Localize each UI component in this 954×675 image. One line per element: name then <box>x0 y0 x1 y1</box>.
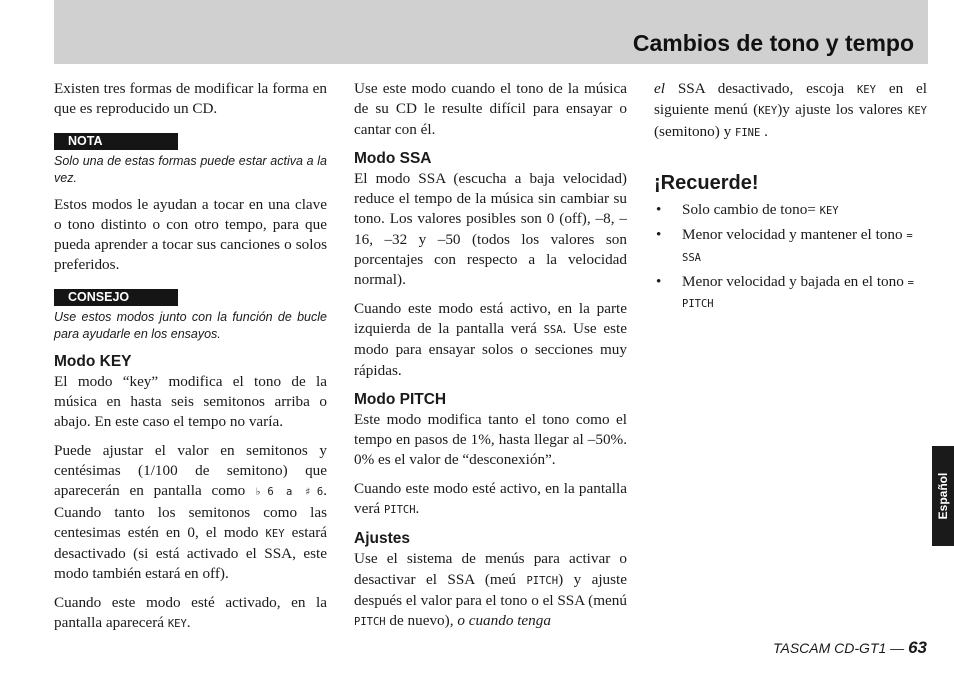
intro-paragraph: Existen tres formas de modificar la forma en que es reproducido un CD. <box>54 80 327 118</box>
col3-text-a: SSA desactivado, escoja <box>677 80 845 97</box>
pitch-p2-text-b: . <box>415 500 420 518</box>
key-paragraph-2 <box>54 441 327 585</box>
language-tab-label: Español <box>936 472 950 520</box>
key-p3-text-a: Cuando este modo esté activado, en la pantalla aparecerá <box>54 593 327 632</box>
ajustes-paragraph <box>354 549 627 632</box>
ssa-paragraph-2 <box>354 299 627 381</box>
list-item-text: Solo cambio de tono= <box>682 201 816 219</box>
col2-intro-paragraph: Use este modo cuando el tono de la música de su CD le resulte difícil para ensayar o cantar con él. <box>354 80 627 138</box>
ajustes-text-c: de nuevo), <box>389 612 454 630</box>
key-p3-text-b: . <box>186 614 191 632</box>
nota-label: NOTA <box>54 133 178 150</box>
key-p2-text-b: . Cuando tanto los semitonos como las centesimas estén en 0, el modo <box>54 482 327 541</box>
column-3 <box>654 79 927 319</box>
col3-text-e: . <box>764 122 768 140</box>
ajustes-italic: o cuando tenga <box>457 612 551 630</box>
lcd-pitch: PITCH <box>383 504 416 517</box>
page-footer <box>773 638 927 658</box>
lcd-key: KEY <box>856 84 876 96</box>
lcd-range: ♭6 a ♯6 <box>255 486 324 499</box>
column-2 <box>354 79 627 641</box>
list-item-text: Menor velocidad y bajada en el tono <box>682 273 904 291</box>
recuerde-list <box>654 200 927 314</box>
list-item-text: Menor velocidad y mantener el tono <box>682 226 903 244</box>
consejo-text: Use estos modos junto con la función de bucle para ayudarle en los ensayos. <box>54 309 327 341</box>
lcd-pitch: PITCH <box>354 616 386 629</box>
column-1 <box>54 79 327 642</box>
lcd-key: KEY <box>265 527 285 540</box>
lcd-key: KEY <box>167 618 187 631</box>
ajustes-text-a: Use el sistema de menús para activar o desactivar el SSA (meú <box>354 550 627 588</box>
list-item <box>654 225 927 268</box>
col3-text-d: (semitono) y <box>654 122 732 140</box>
page-header <box>54 0 928 64</box>
pitch-p2-text-a: Cuando este modo esté activo, en la pantalla verá <box>354 479 627 518</box>
key-heading: Modo KEY <box>54 352 132 370</box>
list-item <box>654 272 927 315</box>
key-paragraph-1: El modo “key” modifica el tono de la música en hasta seis semitonos arriba o abajo. En este caso el tempo no varía. <box>54 372 327 431</box>
pitch-paragraph-2 <box>354 479 627 521</box>
col3-text-b: en el siguiente menú ( <box>654 80 928 119</box>
page-number: 63 <box>908 638 927 657</box>
ajustes-heading: Ajustes <box>354 530 410 548</box>
recuerde-heading: ¡Recuerde! <box>654 171 759 194</box>
lcd-ssa: = SSA <box>682 230 913 264</box>
ssa-paragraph-1: El modo SSA (escucha a baja velocidad) reduce el tempo de la música sin cambiar su tono. Los valores posibles son 0 (off), –8, –16, –32 y –50 (todos los valores son porcentajes con respecto a la velocidad normal). <box>354 169 627 289</box>
list-item <box>654 200 927 221</box>
modes-paragraph: Estos modos le ayudan a tocar en una clave o tono distinto o con otro tempo, para que pueda aprender a tocar sus canciones o solos preferidos. <box>54 195 327 274</box>
nota-text: Solo una de estas formas puede estar activa a la vez. <box>54 153 327 185</box>
consejo-label: CONSEJO <box>54 289 178 306</box>
col3-text-c: )y ajuste los valores <box>777 101 903 119</box>
ajustes-text-b: ) y ajuste después el valor para el tono o el SSA (menú <box>354 570 628 609</box>
lcd-key: KEY <box>908 105 927 118</box>
pitch-heading: Modo PITCH <box>354 390 447 408</box>
footer-product: TASCAM CD-GT1 — <box>772 640 905 656</box>
lcd-ssa: SSA <box>543 323 563 336</box>
page-title: Cambios de tono y tempo <box>632 30 914 56</box>
ssa-p2-text-b: . Use este modo para ensayar solos o secciones muy rápidas. <box>354 319 628 379</box>
key-p2-text-a: Puede ajustar el valor en semitonos y centésimas (1/100 de semitono) que aparecerán en pantalla como <box>54 441 327 500</box>
col3-continued-paragraph <box>654 79 927 143</box>
key-p2-text-c: estará desactivado (si está activado el SSA, este modo también estará en off). <box>54 523 328 583</box>
language-tab <box>932 446 954 546</box>
key-paragraph-3 <box>54 593 327 635</box>
lcd-key: KEY <box>758 105 778 118</box>
lcd-pitch: PITCH <box>526 574 559 587</box>
ssa-heading: Modo SSA <box>354 149 432 167</box>
lcd-fine: FINE <box>735 126 761 139</box>
lcd-pitch: = PITCH <box>682 277 914 311</box>
pitch-paragraph-1: Este modo modifica tanto el tono como el tempo en pasos de 1%, hasta llegar al –50%. 0% es el valor de “desconexión”. <box>354 410 627 469</box>
ssa-p2-text-a: Cuando este modo está activo, en la parte izquierda de la pantalla verá <box>354 299 627 337</box>
col3-italic-el: el <box>654 80 665 97</box>
lcd-key: KEY <box>819 205 839 218</box>
